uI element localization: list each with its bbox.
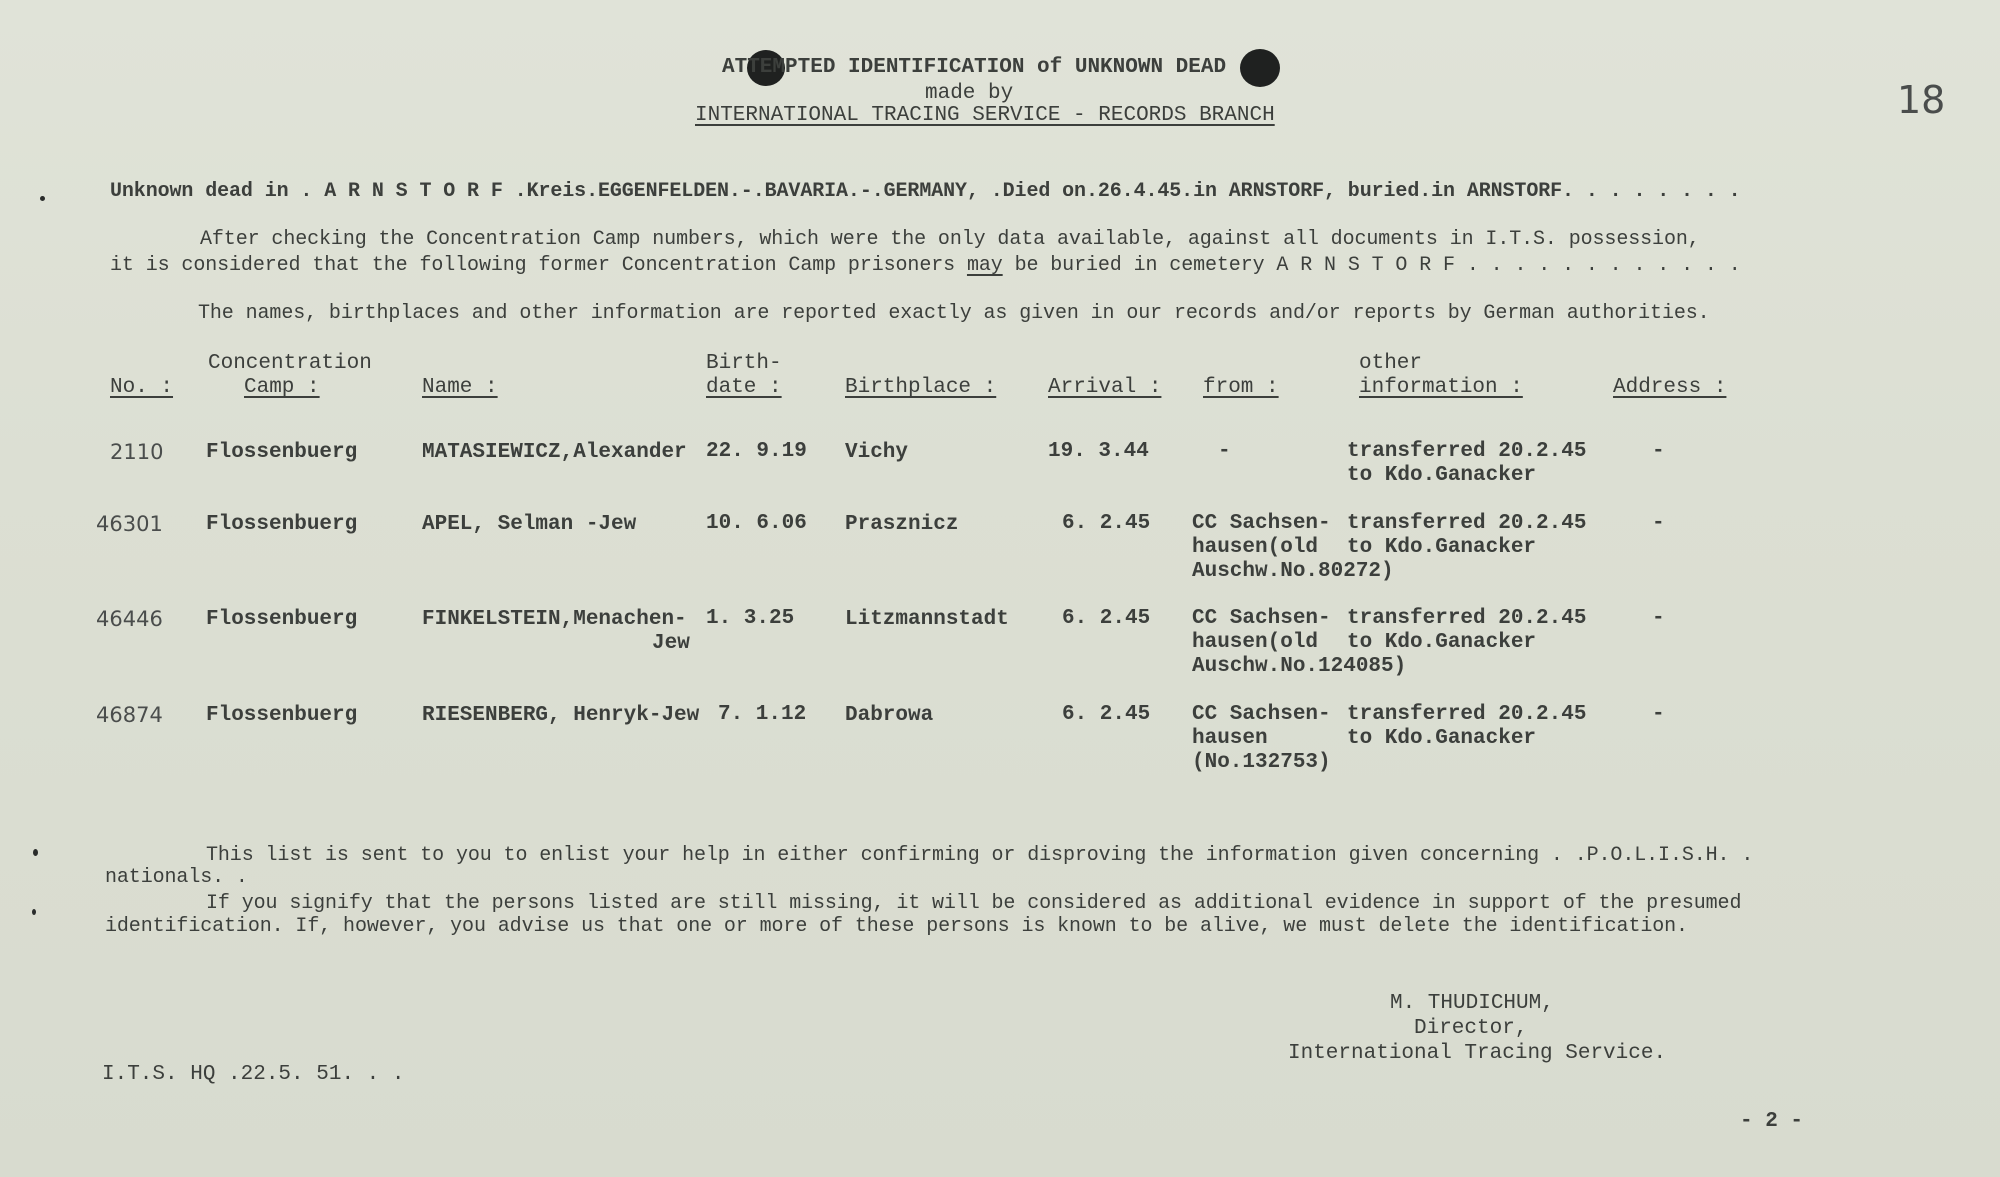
header-no: No. : bbox=[110, 376, 174, 399]
intro-line-1: After checking the Concentration Camp numbers, which were the only data available, against all documents in I.T.S. possession, bbox=[200, 228, 1700, 251]
row-4-no: 46874 bbox=[96, 703, 163, 727]
closing-line-4: identification. If, however, you advise us that one or more of these persons is known to be alive, we must delete the identification. bbox=[105, 915, 1688, 938]
header-arrival: Arrival : bbox=[1048, 376, 1162, 399]
hq-date: I.T.S. HQ .22.5. 51. . . bbox=[102, 1063, 405, 1086]
row-1-birthdate: 22. 9.19 bbox=[706, 440, 807, 463]
row-3-camp: Flossenbuerg bbox=[206, 608, 358, 631]
row-3-other-2: to Kdo.Ganacker bbox=[1347, 631, 1537, 654]
header-birthplace: Birthplace : bbox=[845, 376, 997, 399]
row-1-no: 2110 bbox=[110, 440, 164, 464]
signature-name: M. THUDICHUM, bbox=[1390, 992, 1554, 1015]
row-3-address: - bbox=[1652, 607, 1665, 630]
location-line: Unknown dead in . A R N S T O R F .Kreis.EGGENFELDEN.-.BAVARIA.-.GERMANY, .Died on.26.4.45.in ARNSTORF, buried.in ARNSTORF. . . . . . . . bbox=[110, 180, 1741, 203]
row-1-address: - bbox=[1652, 440, 1665, 463]
row-4-address: - bbox=[1652, 703, 1665, 726]
header-from: from : bbox=[1203, 376, 1279, 399]
punch-hole-right bbox=[1240, 49, 1280, 87]
row-3-birthdate: 1. 3.25 bbox=[706, 607, 795, 630]
row-2-name: APEL, Selman -Jew bbox=[422, 513, 637, 536]
row-4-birthdate: 7. 1.12 bbox=[718, 703, 807, 726]
row-2-no: 46301 bbox=[96, 512, 163, 536]
margin-speck bbox=[40, 196, 45, 201]
intro-line-2b: be buried in cemetery A R N S T O R F . . . . . . . . . . . . bbox=[1002, 254, 1741, 277]
row-2-camp: Flossenbuerg bbox=[206, 513, 358, 536]
row-4-other-2: to Kdo.Ganacker bbox=[1347, 727, 1537, 750]
margin-speck bbox=[33, 849, 38, 856]
row-4-from-2: hausen bbox=[1192, 727, 1268, 750]
page-number-handwritten: 18 bbox=[1897, 78, 1946, 122]
closing-line-1: This list is sent to you to enlist your help in either confirming or disproving the information given concerning . .P.O.L.I.S.H. . bbox=[206, 844, 1754, 867]
row-4-other-1: transferred 20.2.45 bbox=[1347, 703, 1587, 726]
margin-speck bbox=[32, 909, 36, 915]
row-3-birthplace: Litzmannstadt bbox=[845, 608, 1009, 631]
row-2-from-3: Auschw.No.80272) bbox=[1192, 560, 1394, 583]
row-1-from: - bbox=[1218, 440, 1231, 463]
row-2-arrival: 6. 2.45 bbox=[1062, 512, 1151, 535]
row-3-from-2: hausen(old bbox=[1192, 631, 1319, 654]
signature-org: International Tracing Service. bbox=[1288, 1042, 1667, 1065]
intro-line-2 bbox=[110, 254, 1741, 278]
closing-line-3: If you signify that the persons listed are still missing, it will be considered as additional evidence in support of the presumed bbox=[206, 892, 1742, 915]
header-birthdate: date : bbox=[706, 376, 782, 399]
row-2-other-2: to Kdo.Ganacker bbox=[1347, 536, 1537, 559]
row-4-from-3: (No.132753) bbox=[1192, 751, 1331, 774]
row-4-from-1: CC Sachsen- bbox=[1192, 703, 1331, 726]
header-name: Name : bbox=[422, 376, 498, 399]
header-other: information : bbox=[1359, 376, 1523, 399]
row-3-no: 46446 bbox=[96, 607, 163, 631]
row-4-camp: Flossenbuerg bbox=[206, 704, 358, 727]
intro-may: may bbox=[966, 254, 1003, 277]
row-4-name: RIESENBERG, Henryk-Jew bbox=[422, 704, 700, 727]
row-2-other-1: transferred 20.2.45 bbox=[1347, 512, 1587, 535]
row-1-arrival: 19. 3.44 bbox=[1048, 440, 1149, 463]
footer-page-number: - 2 - bbox=[1740, 1110, 1804, 1133]
header-other-top: other bbox=[1359, 352, 1423, 375]
row-1-other-1: transferred 20.2.45 bbox=[1347, 440, 1587, 463]
row-1-camp: Flossenbuerg bbox=[206, 441, 358, 464]
header-camp: Camp : bbox=[244, 376, 320, 399]
row-3-from-1: CC Sachsen- bbox=[1192, 607, 1331, 630]
row-3-from-3: Auschw.No.124085) bbox=[1192, 655, 1407, 678]
row-2-from-2: hausen(old bbox=[1192, 536, 1319, 559]
row-4-birthplace: Dabrowa bbox=[845, 704, 934, 727]
row-1-other-2: to Kdo.Ganacker bbox=[1347, 464, 1537, 487]
header-camp-top: Concentration bbox=[208, 352, 372, 375]
row-1-birthplace: Vichy bbox=[845, 441, 909, 464]
row-2-from-1: CC Sachsen- bbox=[1192, 512, 1331, 535]
row-2-birthdate: 10. 6.06 bbox=[706, 512, 807, 535]
intro-line-3: The names, birthplaces and other information are reported exactly as given in our records and/or reports by German authorities. bbox=[198, 302, 1710, 325]
row-4-arrival: 6. 2.45 bbox=[1062, 703, 1151, 726]
row-3-name: FINKELSTEIN,Menachen- bbox=[422, 608, 687, 631]
row-3-other-1: transferred 20.2.45 bbox=[1347, 607, 1587, 630]
row-2-address: - bbox=[1652, 512, 1665, 535]
row-3-arrival: 6. 2.45 bbox=[1062, 607, 1151, 630]
row-1-name: MATASIEWICZ,Alexander bbox=[422, 441, 687, 464]
made-by: made by bbox=[925, 82, 1014, 105]
issuing-organization: INTERNATIONAL TRACING SERVICE - RECORDS BRANCH bbox=[695, 104, 1275, 127]
row-2-birthplace: Prasznicz bbox=[845, 513, 959, 536]
document-title: ATTEMPTED IDENTIFICATION of UNKNOWN DEAD bbox=[722, 56, 1227, 79]
signature-title: Director, bbox=[1414, 1017, 1528, 1040]
closing-line-2: nationals. . bbox=[105, 866, 248, 889]
row-3-name-2: Jew bbox=[652, 632, 690, 655]
intro-line-2a: it is considered that the following former Concentration Camp prisoners bbox=[110, 254, 967, 277]
header-address: Address : bbox=[1613, 376, 1727, 399]
header-birthdate-top: Birth- bbox=[706, 352, 782, 375]
